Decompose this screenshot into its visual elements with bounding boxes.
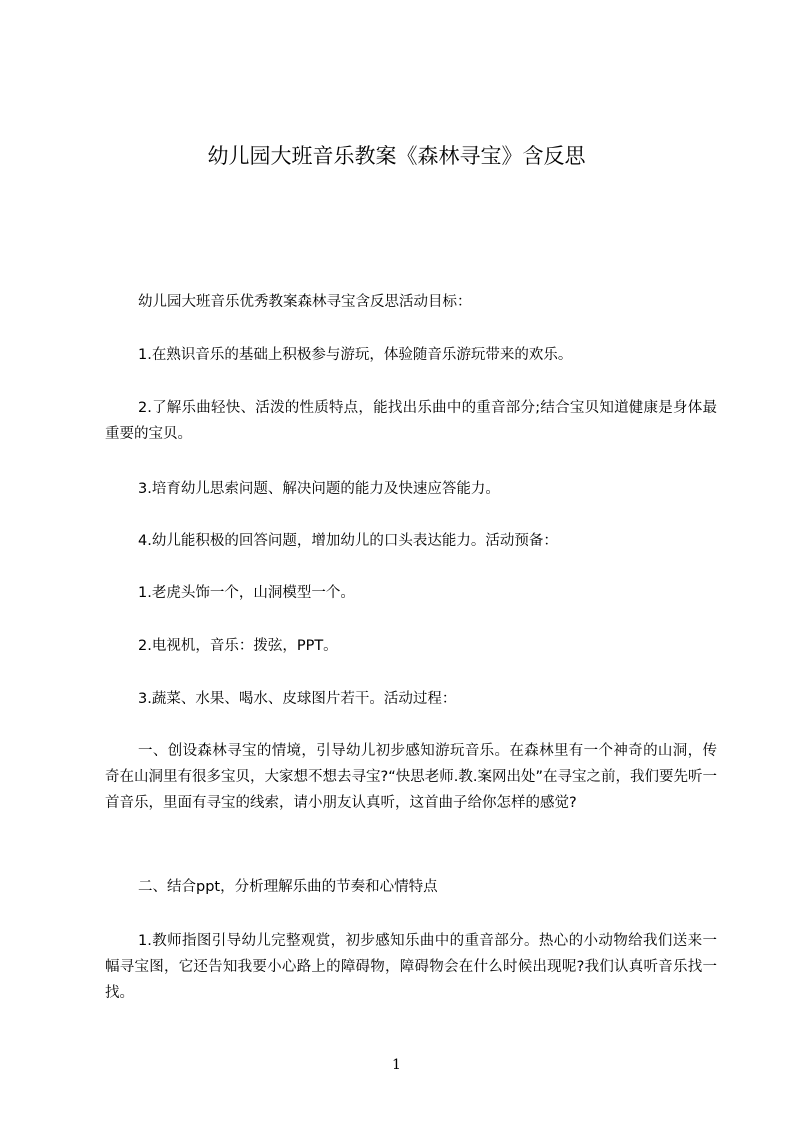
paragraph-goal-4: 4.幼儿能积极的回答问题，增加幼儿的口头表达能力。活动预备： [138, 533, 558, 549]
paragraph-process-1: 一、创设森林寻宝的情境，引导幼儿初步感知游玩音乐。在森林里有一个神奇的山洞，传奇在山洞里有很多宝贝，大家想不想去寻宝?“快思老师.教.案网出处”在寻宝之前，我们要先听一首音乐，里面有寻宝的线索，请小朋友认真听，这首曲子给你怎样的感觉? [105, 743, 717, 811]
paragraph-prep-2: 2.电视机，音乐：拨弦，PPT。 [138, 638, 338, 654]
paragraph-prep-3: 3.蔬菜、水果、喝水、皮球图片若干。活动过程： [138, 691, 457, 707]
paragraph-goal-3: 3.培育幼儿思索问题、解决问题的能力及快速应答能力。 [138, 481, 500, 497]
paragraph-prep-1: 1.老虎头饰一个，山洞模型一个。 [138, 585, 355, 601]
paragraph-goal-2: 2.了解乐曲轻快、活泼的性质特点，能找出乐曲中的重音部分;结合宝贝知道健康是身体最重要的宝贝。 [105, 400, 717, 442]
paragraph-process-2-step-1: 1.教师指图引导幼儿完整观赏，初步感知乐曲中的重音部分。热心的小动物给我们送来一幅寻宝图，它还告知我要小心路上的障碍物，障碍物会在什么时候出现呢?我们认真听音乐找一找。 [105, 933, 717, 1001]
paragraph-goal-1: 1.在熟识音乐的基础上积极参与游玩，体验随音乐游玩带来的欢乐。 [138, 347, 573, 363]
page-title: 幼儿园大班音乐教案《森林寻宝》含反思 [207, 144, 586, 168]
page-number: 1 [392, 1057, 401, 1073]
paragraph-activity-goals-heading: 幼儿园大班音乐优秀教案森林寻宝含反思活动目标： [138, 294, 472, 310]
paragraph-process-2: 二、结合ppt，分析理解乐曲的节奏和心情特点 [138, 879, 438, 895]
